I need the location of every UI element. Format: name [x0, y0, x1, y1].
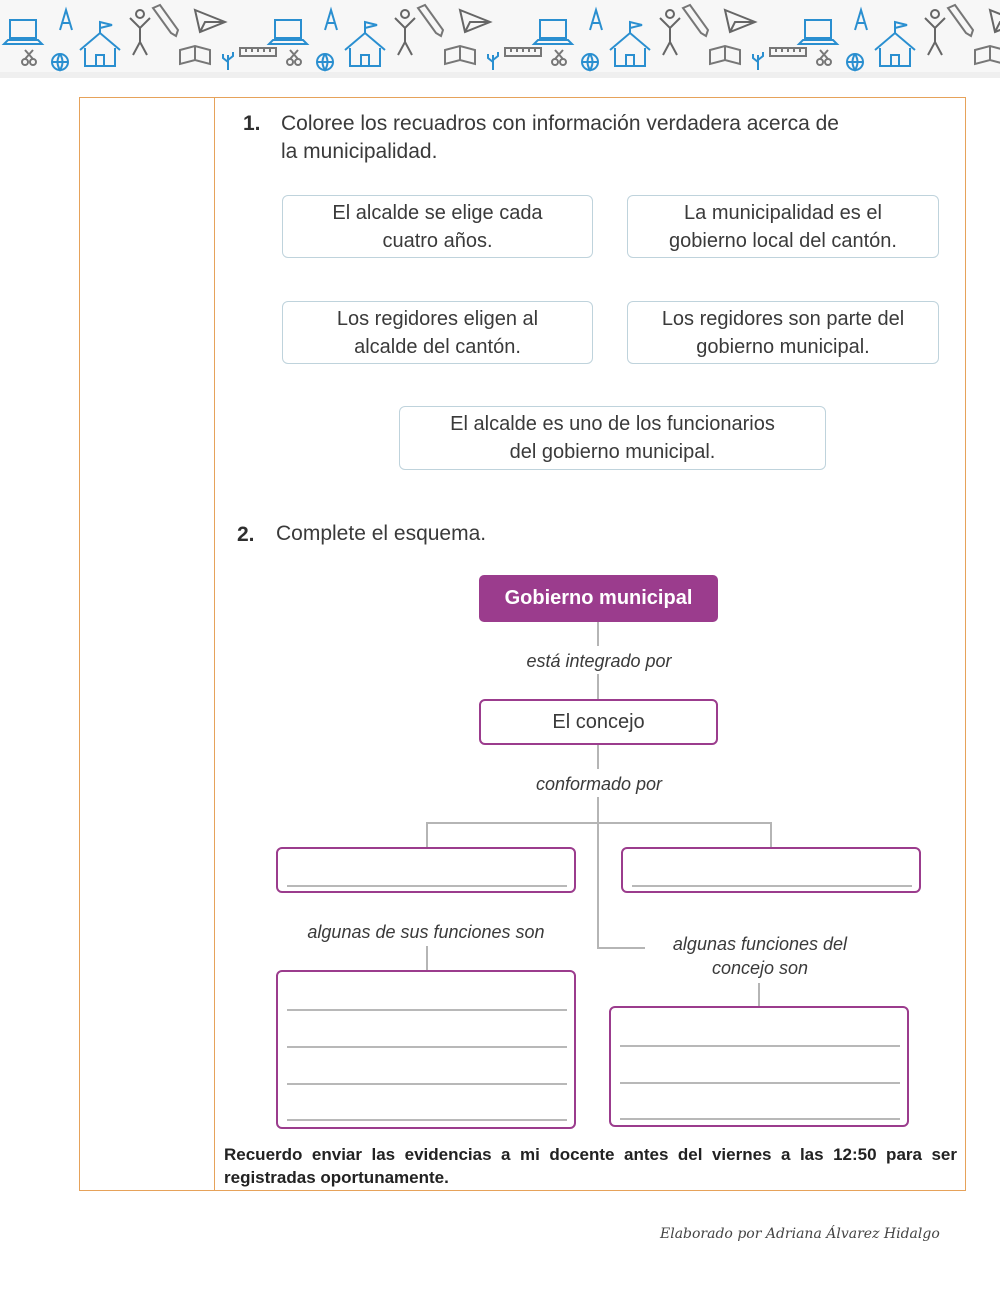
- globe-icon: [52, 54, 68, 70]
- connector-line-2: [597, 674, 599, 699]
- statement-box-2[interactable]: [627, 195, 939, 258]
- statement-3-line2: alcalde del cantón.: [354, 335, 521, 358]
- connector-line-1: [597, 622, 599, 646]
- connector-line-concejo-functions: [597, 947, 645, 949]
- statement-box-5[interactable]: [399, 406, 826, 470]
- connector-label-funciones-concejo-line2: concejo son: [711, 958, 809, 978]
- question2-number: 2.: [237, 523, 255, 546]
- functions-box-left[interactable]: [276, 970, 576, 1129]
- paper-plane-icon: [195, 10, 225, 32]
- answer-line: [620, 1118, 900, 1120]
- statement-2-line2: gobierno local del cantón.: [669, 229, 897, 252]
- statement-1-line2: cuatro años.: [382, 229, 493, 252]
- answer-line: [632, 885, 912, 887]
- statement-2-line1: La municipalidad es el: [684, 201, 882, 224]
- answer-line: [287, 1119, 567, 1121]
- statement-5-line1: El alcalde es uno de los funcionarios: [450, 413, 775, 435]
- doodle-pattern: [0, 0, 1000, 78]
- laptop-icon: [4, 20, 42, 44]
- connector-line-right-functions: [758, 983, 760, 1006]
- statement-1-line1: El alcalde se elige cada: [332, 201, 543, 224]
- connector-label-funciones-concejo-line1: algunas funciones del: [672, 934, 848, 954]
- connector-line-3: [597, 745, 599, 769]
- answer-box-right[interactable]: [621, 847, 921, 893]
- header-banner: [0, 0, 1000, 78]
- person-icon: [130, 10, 150, 55]
- connector-label-integrado: está integrado por: [526, 651, 672, 671]
- statement-box-4[interactable]: [627, 301, 939, 364]
- ruler-icon: [240, 48, 276, 56]
- connector-label-funciones-concejo: [645, 932, 875, 980]
- statement-box-1[interactable]: [282, 195, 593, 258]
- house-icon: [80, 22, 120, 66]
- answer-line: [287, 1046, 567, 1048]
- author-signature: Elaborado por Adriana Álvarez Hidalgo: [660, 1226, 940, 1242]
- connector-line-trunk: [597, 797, 599, 949]
- answer-line: [620, 1082, 900, 1084]
- node-el-concejo: El concejo: [479, 699, 718, 745]
- statement-3-line1: Los regidores eligen al: [336, 307, 539, 330]
- question1-text-line2: la municipalidad.: [281, 140, 438, 163]
- root-node-gobierno-municipal: Gobierno municipal: [479, 575, 718, 622]
- answer-line: [287, 885, 567, 887]
- connector-line-branch: [426, 822, 772, 824]
- answer-line: [620, 1045, 900, 1047]
- question2-text: Complete el esquema.: [276, 522, 487, 545]
- answer-line: [287, 1009, 567, 1011]
- scissors-icon: [22, 50, 36, 65]
- connector-line-left-drop: [426, 822, 428, 847]
- answer-box-left[interactable]: [276, 847, 576, 893]
- connector-line-left-functions: [426, 946, 428, 970]
- book-icon: [180, 46, 210, 64]
- cactus-icon: [223, 52, 233, 70]
- functions-box-right[interactable]: [609, 1006, 909, 1127]
- statement-box-3[interactable]: [282, 301, 593, 364]
- statement-4-line2: gobierno municipal.: [696, 335, 870, 358]
- question1-text: [281, 110, 839, 166]
- question1-number: 1.: [243, 112, 261, 135]
- connector-label-sus-funciones: algunas de sus funciones son: [307, 922, 545, 942]
- pencil-icon: [153, 5, 178, 36]
- connector-line-right-drop: [770, 822, 772, 847]
- answer-line: [287, 1083, 567, 1085]
- frame-divider: [214, 97, 215, 1191]
- letter-a-icon: [60, 10, 72, 30]
- connector-label-conformado: conformado por: [535, 774, 663, 794]
- submission-note: Recuerdo enviar las evidencias a mi docente antes del viernes a las 12:50 para ser registradas oportunamente.: [224, 1145, 957, 1187]
- statement-5-line2: del gobierno municipal.: [509, 441, 716, 463]
- question1-text-line1: Coloree los recuadros con información verdadera acerca de: [281, 112, 839, 135]
- statement-4-line1: Los regidores son parte del: [661, 307, 905, 330]
